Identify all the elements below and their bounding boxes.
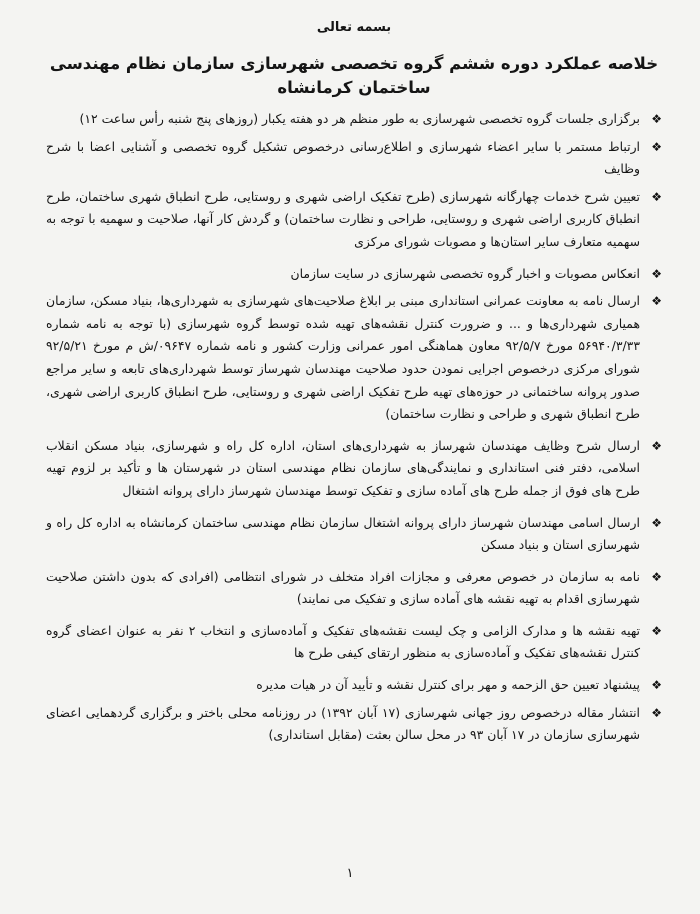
page-number: ۱ bbox=[346, 866, 354, 881]
list-item bbox=[46, 512, 662, 557]
list-item bbox=[46, 702, 662, 747]
list-item bbox=[46, 136, 662, 181]
document-title: خلاصه عملکرد دوره ششم گروه تخصصی شهرسازی سازمان نظام مهندسی ساختمان کرمانشاه bbox=[49, 54, 659, 97]
list-item-text: ارسال شرح وظایف مهندسان شهرساز به شهرداری‌های استان، اداره کل راه و شهرسازی، بنیاد مسکن انقلاب اسلامی، دفتر فنی استانداری و نمایندگی‌های سازمان نظام مهندسی استان در شهرستان ها و تأکید بر لزوم تهیه طرح های فوق از جمله طرح های آماده سازی و تفکیک توسط مهندسان شهرساز دارای پروانه اشتغال bbox=[46, 437, 640, 498]
diamond-bullet-icon: ❖ bbox=[651, 705, 662, 720]
diamond-bullet-icon: ❖ bbox=[651, 678, 662, 693]
list-item-text: ارتباط مستمر با سایر اعضاء شهرسازی و اطلاع‌رسانی درخصوص تشکیل گروه تخصصی و آشنایی اعضا با شرح وظایف bbox=[46, 138, 640, 177]
list-item-text: نامه به سازمان در خصوص معرفی و مجازات افراد متخلف در شورای انتظامی (افرادی که بدون داشتن صلاحیت شهرسازی اقدام به تهیه نقشه های آماده سازی و تفکیک می نمایند) bbox=[46, 568, 640, 607]
list-item-text: انتشار مقاله درخصوص روز جهانی شهرسازی (۱۷ آبان ۱۳۹۲) در روزنامه محلی باختر و برگزاری گردهمایی اعضای شهرسازی سازمان در ۱۷ آبان ۹۳ در محل سالن بعثت (مقابل استانداری) bbox=[46, 704, 640, 743]
list-item bbox=[46, 620, 662, 665]
diamond-bullet-icon: ❖ bbox=[651, 189, 662, 204]
diamond-bullet-icon: ❖ bbox=[651, 515, 662, 530]
list-item-text: برگزاری جلسات گروه تخصصی شهرسازی به طور منظم هر دو هفته یکبار (روزهای پنج شنبه رأس ساعت ۱۲) bbox=[79, 111, 640, 126]
list-item bbox=[46, 674, 662, 697]
diamond-bullet-icon: ❖ bbox=[651, 569, 662, 584]
list-item-text: پیشنهاد تعیین حق الزحمه و مهر برای کنترل نقشه و تأیید آن در هیات مدیره bbox=[256, 677, 640, 693]
achievements-list bbox=[46, 108, 662, 747]
list-item bbox=[46, 108, 662, 131]
diamond-bullet-icon: ❖ bbox=[651, 623, 662, 638]
list-item bbox=[46, 290, 662, 426]
diamond-bullet-icon: ❖ bbox=[651, 438, 662, 453]
list-item-text: انعکاس مصوبات و اخبار گروه تخصصی شهرسازی در سایت سازمان bbox=[290, 265, 640, 281]
list-item-text: تهیه نقشه ها و مدارک الزامی و چک لیست نقشه‌های تفکیک و آماده‌سازی و انتخاب ۲ نفر به عنوان اعضای گروه کنترل نقشه‌های تفکیک و آماده‌سازی به منظور ارتقای کیفی طرح ها bbox=[46, 622, 640, 661]
diamond-bullet-icon: ❖ bbox=[651, 139, 662, 154]
list-item-text: ارسال اسامی مهندسان شهرساز دارای پروانه اشتغال سازمان نظام مهندسی ساختمان کرمانشاه به اداره کل راه و شهرسازی استان و بنیاد مسکن bbox=[46, 514, 640, 553]
list-item-text: ارسال نامه به معاونت عمرانی استانداری مبنی بر ابلاغ صلاحیت‌های شهرسازی به شهرداری‌ها، بنیاد مسکن، سازمان همیاری شهرداری‌ها و ... و ضرورت کنترل نقشه‌های تهیه شده توسط گروه شهرسازی (با توجه به نامه شماره ۵۶۹۴۰/۳/۳۳ مورخ ۹۲/۵/۷ معاون هماهنگی امور عمرانی وزارت کشور و نامه شماره ۰۹۶۴۷/ش م مورخ ۹۲/۵/۲۱ شورای مرکزی درخصوص اجرایی نمودن حدود صلاحیت مهندسان شهرساز توسط شهرداری‌های تابعه و سایر مراجع صدور پروانه ساختمانی در حوزه‌های تهیه طرح تفکیک اراضی شهری و روستایی، طرح انطباق کاربری اراضی شهری، طرح انطباق شهری و طراحی و نظارت ساختمان) bbox=[46, 293, 640, 422]
diamond-bullet-icon: ❖ bbox=[651, 294, 662, 309]
list-item bbox=[46, 566, 662, 611]
list-item-text: تعیین شرح خدمات چهارگانه شهرسازی (طرح تفکیک اراضی شهری و روستایی، طرح انطباق شهری ساختمان، طرح انطباق کاربری اراضی شهری و روستایی، طراحی و نظارت ساختمان) و گردش کار آنها، صلاحیت و سهمیه با توجه به سهمیه متعارف سایر استان‌ها و مصوبات شورای مرکزی bbox=[46, 188, 640, 249]
list-item bbox=[46, 263, 662, 286]
invocation-heading: بسمه تعالی bbox=[316, 20, 392, 35]
list-item bbox=[46, 186, 662, 254]
list-item bbox=[46, 435, 662, 503]
diamond-bullet-icon: ❖ bbox=[651, 266, 662, 281]
diamond-bullet-icon: ❖ bbox=[651, 112, 662, 126]
